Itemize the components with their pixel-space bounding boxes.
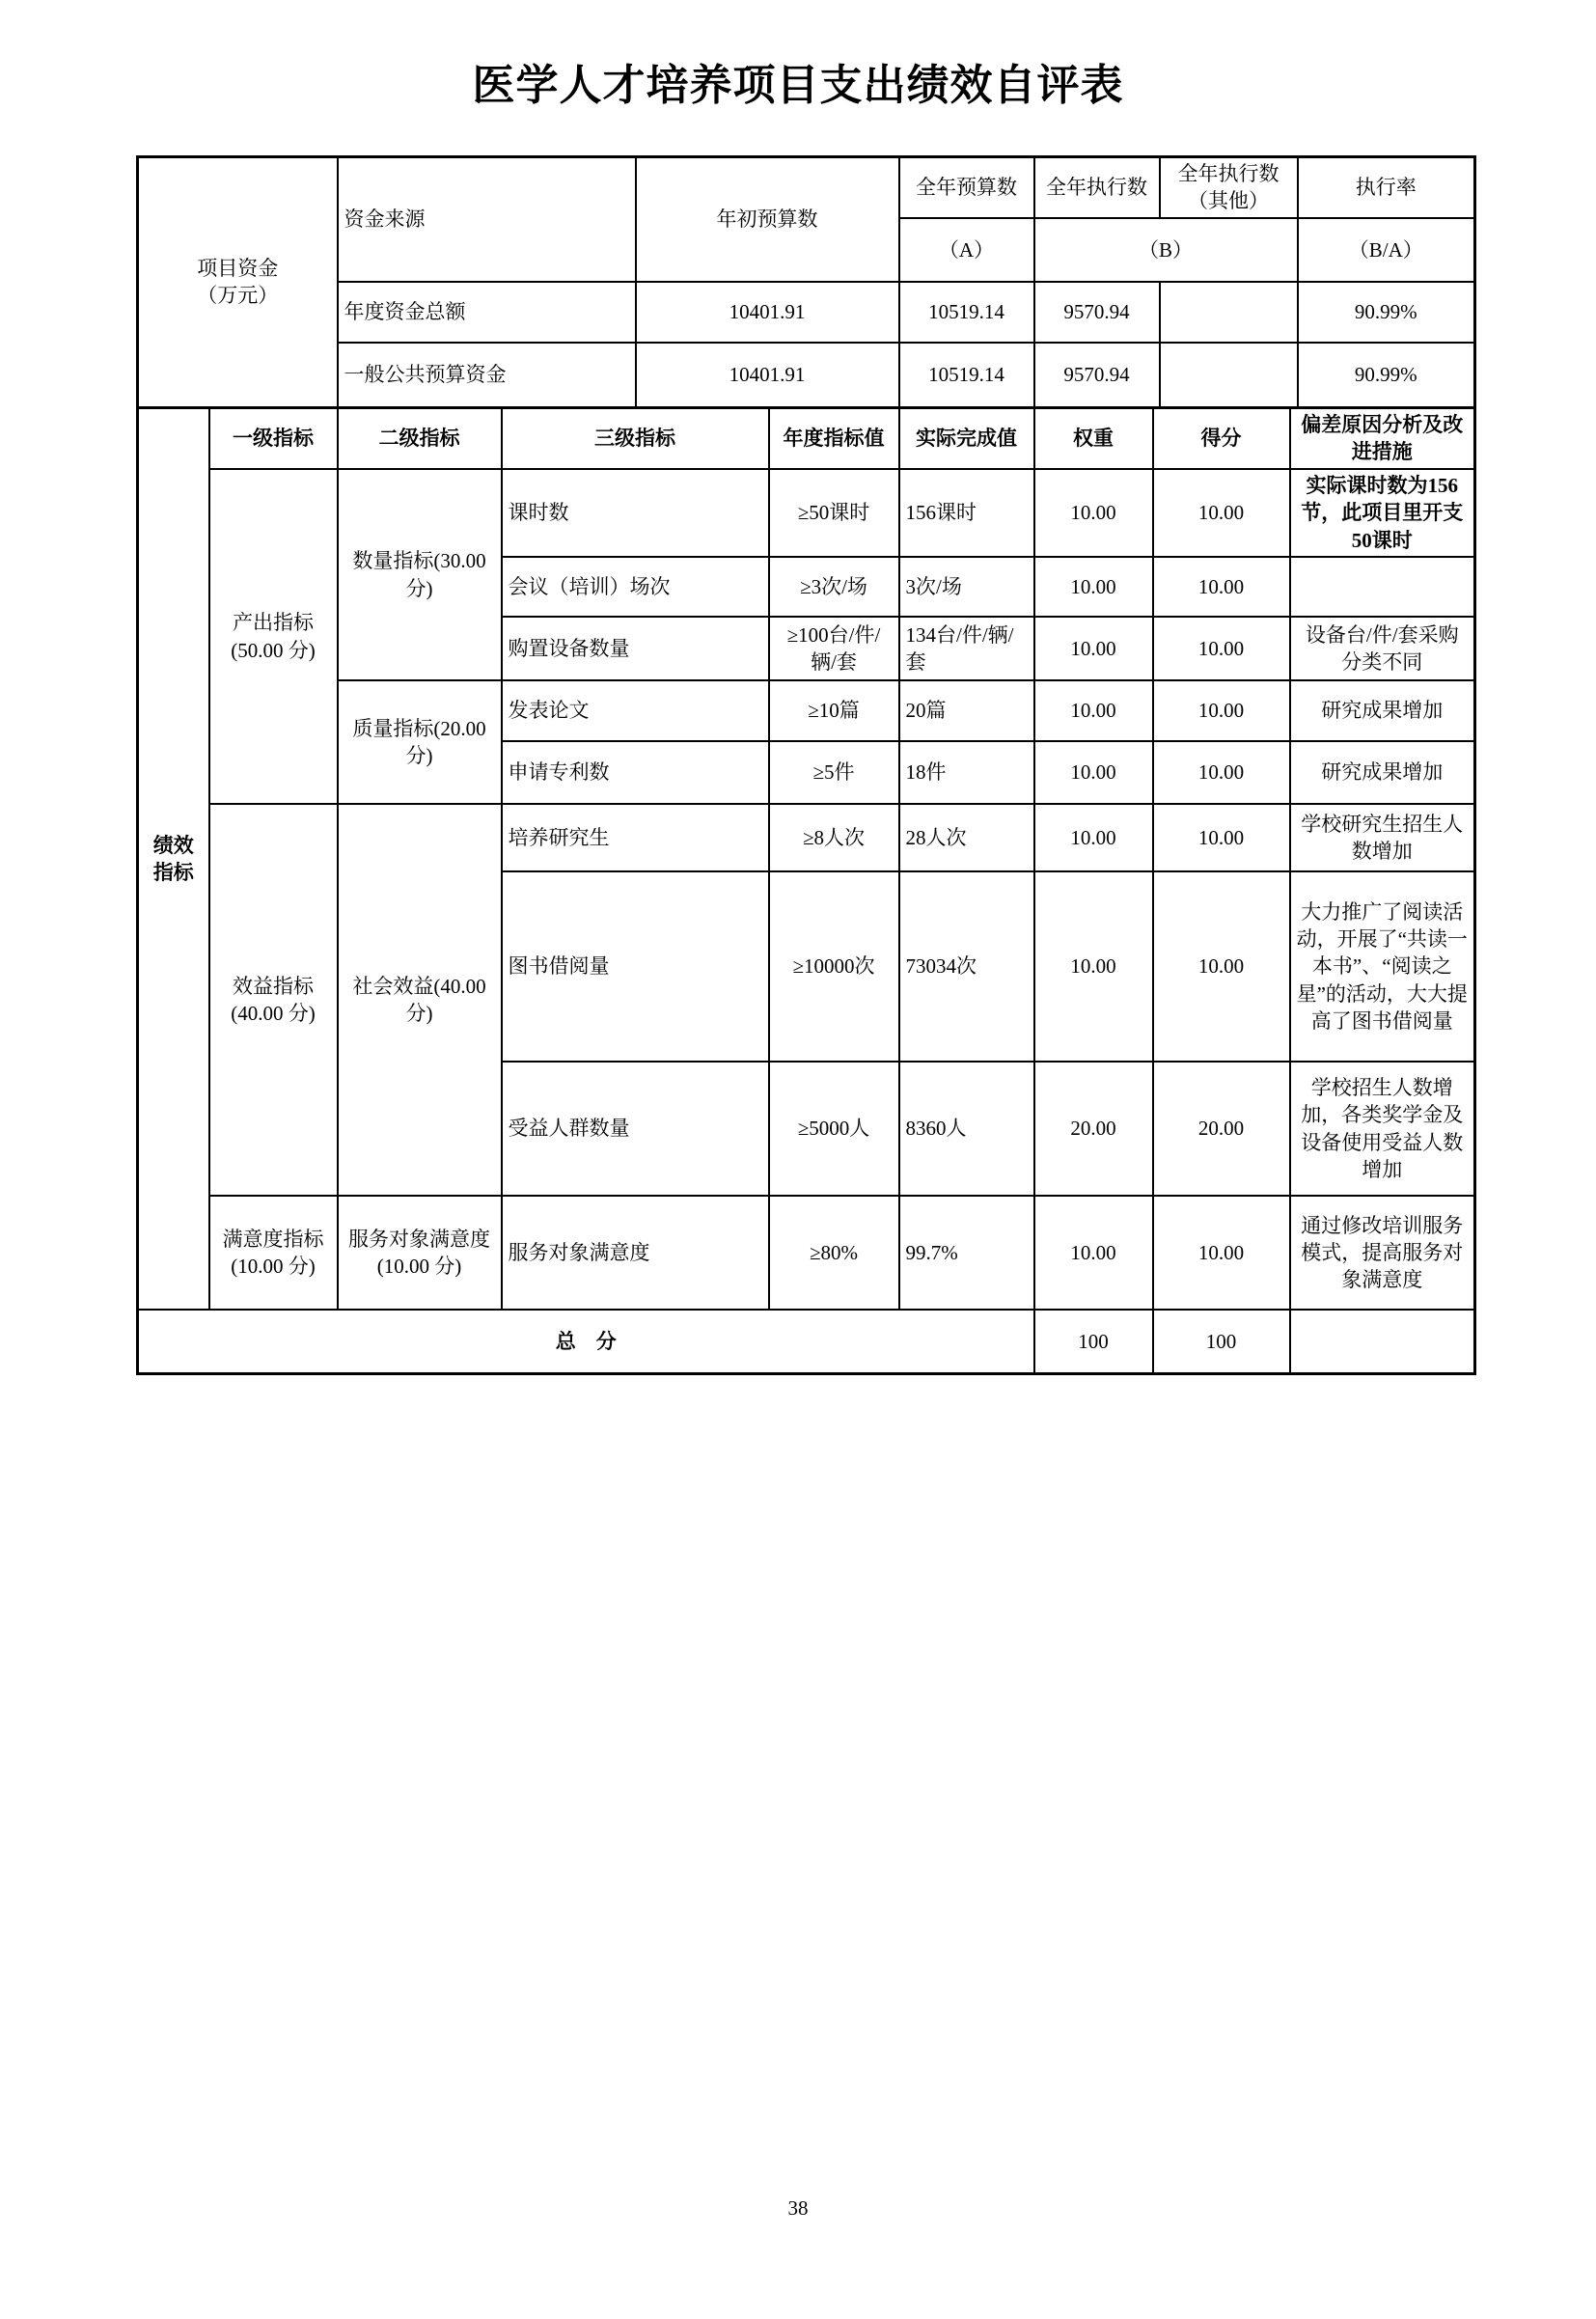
funding-header-initial-budget: 年初预算数 bbox=[636, 156, 899, 282]
indicator-name: 培养研究生 bbox=[502, 804, 769, 871]
indicator-actual: 3次/场 bbox=[899, 557, 1034, 617]
indicator-target: ≥80% bbox=[769, 1196, 899, 1310]
indicator-target: ≥8人次 bbox=[769, 804, 899, 871]
funding-header-execution-rate: 执行率 bbox=[1298, 156, 1475, 218]
funding-section-label bbox=[138, 156, 338, 407]
indicator-target: ≥10000次 bbox=[769, 871, 899, 1062]
indicator-name: 受益人群数量 bbox=[502, 1062, 769, 1196]
indicator-weight: 10.00 bbox=[1034, 1196, 1153, 1310]
header-target: 年度指标值 bbox=[769, 407, 899, 469]
funding-row-execution: 9570.94 bbox=[1034, 343, 1160, 407]
funding-header-source: 资金来源 bbox=[338, 156, 636, 282]
indicator-weight: 10.00 bbox=[1034, 804, 1153, 871]
funding-row-initial: 10401.91 bbox=[636, 282, 899, 343]
total-weight: 100 bbox=[1034, 1310, 1153, 1373]
indicator-weight: 20.00 bbox=[1034, 1062, 1153, 1196]
level1-satisfaction-indicator: 满意度指标(10.00 分) bbox=[209, 1196, 338, 1310]
indicator-name: 服务对象满意度 bbox=[502, 1196, 769, 1310]
indicator-remark: 设备台/件/套采购分类不同 bbox=[1290, 617, 1475, 680]
indicator-target: ≥10篇 bbox=[769, 680, 899, 741]
page-title: 医学人才培养项目支出绩效自评表 bbox=[472, 62, 1124, 109]
document-page bbox=[0, 62, 1596, 2220]
indicator-actual: 99.7% bbox=[899, 1196, 1034, 1310]
indicator-score: 10.00 bbox=[1153, 1196, 1290, 1310]
indicator-score: 10.00 bbox=[1153, 557, 1290, 617]
header-score: 得分 bbox=[1153, 407, 1290, 469]
level1-benefit-indicator: 效益指标(40.00 分) bbox=[209, 804, 338, 1196]
indicator-remark: 学校研究生招生人数增加 bbox=[1290, 804, 1475, 871]
indicators-table bbox=[136, 406, 1476, 1375]
indicator-remark: 实际课时数为156节，此项目里开支50课时 bbox=[1290, 469, 1475, 557]
funding-row-public-budget bbox=[138, 343, 1475, 407]
indicator-name: 图书借阅量 bbox=[502, 871, 769, 1062]
indicator-remark: 大力推广了阅读活动，开展了“共读一本书”、“阅读之星”的活动，大大提高了图书借阅量 bbox=[1290, 871, 1475, 1062]
funding-row-other bbox=[1160, 282, 1298, 343]
level2-service-satisfaction: 服务对象满意度(10.00 分) bbox=[338, 1196, 502, 1310]
funding-row-budget: 10519.14 bbox=[899, 282, 1034, 343]
indicator-name: 课时数 bbox=[502, 469, 769, 557]
indicator-score: 10.00 bbox=[1153, 871, 1290, 1062]
funding-header-b: （B） bbox=[1034, 218, 1298, 282]
header-remark: 偏差原因分析及改进措施 bbox=[1290, 407, 1475, 469]
funding-row-other bbox=[1160, 343, 1298, 407]
indicator-score: 10.00 bbox=[1153, 741, 1290, 804]
indicator-name: 申请专利数 bbox=[502, 741, 769, 804]
indicator-remark: 学校招生人数增加，各类奖学金及设备使用受益人数增加 bbox=[1290, 1062, 1475, 1196]
indicator-remark bbox=[1290, 557, 1475, 617]
indicator-weight: 10.00 bbox=[1034, 680, 1153, 741]
indicator-name: 购置设备数量 bbox=[502, 617, 769, 680]
total-score: 100 bbox=[1153, 1310, 1290, 1373]
header-level3: 三级指标 bbox=[502, 407, 769, 469]
header-level2: 二级指标 bbox=[338, 407, 502, 469]
indicator-actual: 20篇 bbox=[899, 680, 1034, 741]
level1-output-indicator: 产出指标(50.00 分) bbox=[209, 469, 338, 804]
level2-quantity-indicator: 数量指标(30.00 分) bbox=[338, 469, 502, 680]
funding-row-source: 年度资金总额 bbox=[338, 282, 636, 343]
funding-row-total bbox=[138, 282, 1475, 343]
indicator-target: ≥50课时 bbox=[769, 469, 899, 557]
indicator-row bbox=[138, 680, 1475, 741]
level2-social-benefit: 社会效益(40.00 分) bbox=[338, 804, 502, 1196]
indicator-target: ≥3次/场 bbox=[769, 557, 899, 617]
indicator-row bbox=[138, 804, 1475, 871]
header-level1: 一级指标 bbox=[209, 407, 338, 469]
indicators-side-label: 绩效指标 bbox=[138, 407, 209, 1310]
level2-quality-indicator: 质量指标(20.00 分) bbox=[338, 680, 502, 804]
funding-row-execution: 9570.94 bbox=[1034, 282, 1160, 343]
indicator-name: 会议（培训）场次 bbox=[502, 557, 769, 617]
funding-row-initial: 10401.91 bbox=[636, 343, 899, 407]
header-actual: 实际完成值 bbox=[899, 407, 1034, 469]
funding-table bbox=[136, 155, 1476, 409]
indicator-actual: 18件 bbox=[899, 741, 1034, 804]
indicator-actual: 8360人 bbox=[899, 1062, 1034, 1196]
indicator-actual: 134台/件/辆/套 bbox=[899, 617, 1034, 680]
funding-header-ba: （B/A） bbox=[1298, 218, 1475, 282]
indicator-row bbox=[138, 1196, 1475, 1310]
funding-row-rate: 90.99% bbox=[1298, 343, 1475, 407]
indicator-target: ≥5000人 bbox=[769, 1062, 899, 1196]
total-label: 总 分 bbox=[138, 1310, 1034, 1373]
funding-header-annual-budget: 全年预算数 bbox=[899, 156, 1034, 218]
funding-header-a: （A） bbox=[899, 218, 1034, 282]
indicator-score: 10.00 bbox=[1153, 469, 1290, 557]
total-remark bbox=[1290, 1310, 1475, 1373]
indicator-score: 10.00 bbox=[1153, 680, 1290, 741]
funding-row-rate: 90.99% bbox=[1298, 282, 1475, 343]
indicator-score: 10.00 bbox=[1153, 617, 1290, 680]
page-number: 38 bbox=[787, 2196, 809, 2220]
indicator-weight: 10.00 bbox=[1034, 871, 1153, 1062]
total-row bbox=[138, 1310, 1475, 1373]
indicator-actual: 73034次 bbox=[899, 871, 1034, 1062]
indicator-weight: 10.00 bbox=[1034, 469, 1153, 557]
indicator-target: ≥5件 bbox=[769, 741, 899, 804]
indicator-remark: 通过修改培训服务模式，提高服务对象满意度 bbox=[1290, 1196, 1475, 1310]
indicator-score: 10.00 bbox=[1153, 804, 1290, 871]
funding-header-annual-execution-other: 全年执行数（其他） bbox=[1160, 156, 1298, 218]
indicator-remark: 研究成果增加 bbox=[1290, 680, 1475, 741]
indicator-score: 20.00 bbox=[1153, 1062, 1290, 1196]
indicator-name: 发表论文 bbox=[502, 680, 769, 741]
indicator-weight: 10.00 bbox=[1034, 557, 1153, 617]
header-weight: 权重 bbox=[1034, 407, 1153, 469]
indicator-target: ≥100台/件/辆/套 bbox=[769, 617, 899, 680]
funding-section-label-text: 项目资金（万元） bbox=[197, 256, 279, 308]
funding-row-source: 一般公共预算资金 bbox=[338, 343, 636, 407]
indicator-weight: 10.00 bbox=[1034, 617, 1153, 680]
indicator-weight: 10.00 bbox=[1034, 741, 1153, 804]
indicator-actual: 156课时 bbox=[899, 469, 1034, 557]
funding-row-budget: 10519.14 bbox=[899, 343, 1034, 407]
indicators-header-row bbox=[138, 407, 1475, 469]
indicator-actual: 28人次 bbox=[899, 804, 1034, 871]
indicator-row bbox=[138, 469, 1475, 557]
funding-header-annual-execution: 全年执行数 bbox=[1034, 156, 1160, 218]
indicator-remark: 研究成果增加 bbox=[1290, 741, 1475, 804]
